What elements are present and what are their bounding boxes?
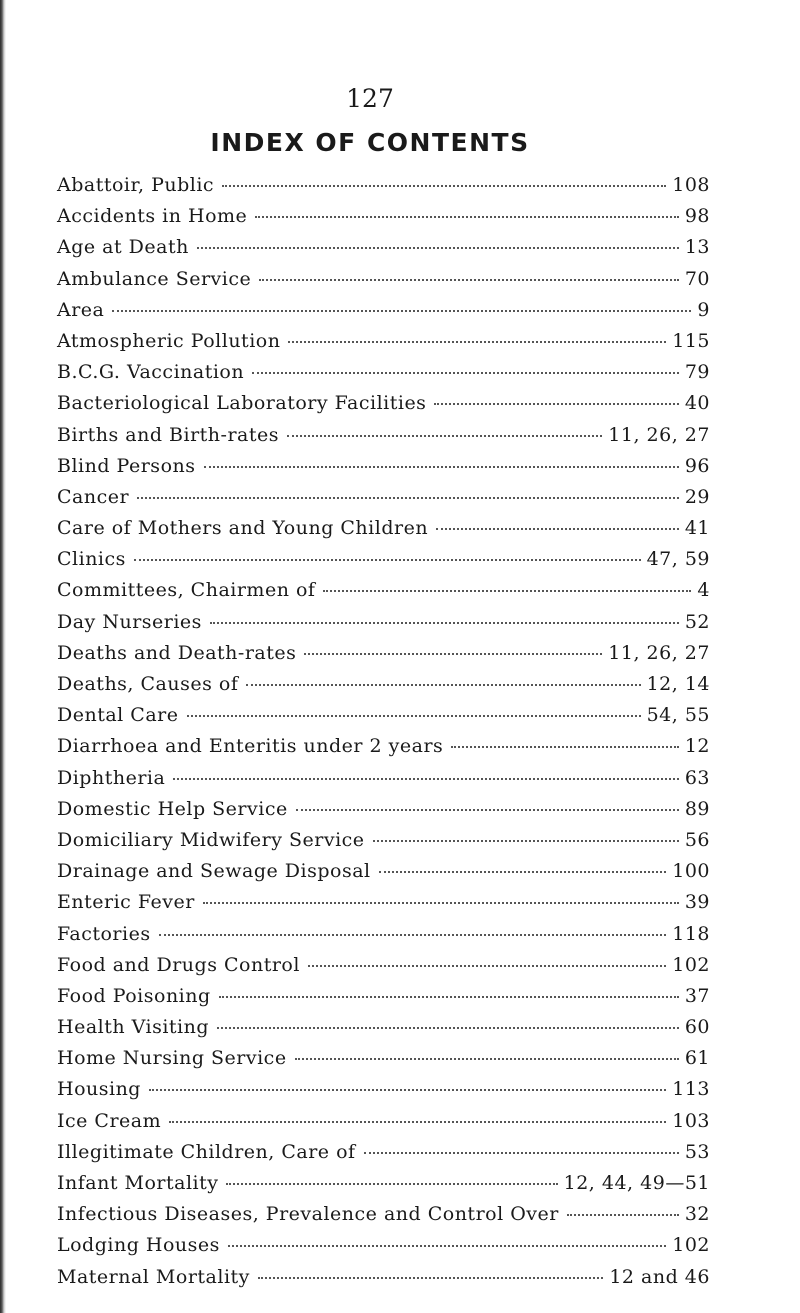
index-entry bbox=[57, 1203, 710, 1234]
dot-leader bbox=[296, 809, 679, 811]
index-entry-term: Cancer bbox=[57, 485, 130, 508]
index-entry-pages: 60 bbox=[684, 1016, 710, 1039]
index-entry bbox=[57, 579, 710, 610]
index-entry-pages: 32 bbox=[684, 1203, 710, 1226]
index-entry-pages: 53 bbox=[684, 1140, 710, 1163]
index-entry bbox=[57, 1172, 710, 1203]
dot-leader bbox=[169, 1121, 666, 1123]
index-entry-term: Accidents in Home bbox=[57, 205, 248, 228]
dot-leader bbox=[255, 216, 679, 218]
index-entry-term: Food and Drugs Control bbox=[57, 953, 300, 976]
index-entry-pages: 113 bbox=[672, 1078, 710, 1101]
dot-leader bbox=[187, 715, 641, 717]
dot-leader bbox=[259, 279, 679, 281]
index-entry bbox=[57, 1266, 710, 1297]
index-entry-term: Infant Mortality bbox=[57, 1172, 219, 1194]
index-entry-pages: 4 bbox=[697, 579, 710, 602]
index-entry bbox=[57, 954, 710, 985]
index-entry-term: Home Nursing Service bbox=[57, 1047, 287, 1070]
index-entry-pages: 12 and 46 bbox=[609, 1265, 710, 1288]
dot-leader bbox=[379, 871, 667, 873]
index-entry-pages: 12, 14 bbox=[646, 673, 710, 695]
index-entry bbox=[57, 392, 710, 423]
dot-leader bbox=[226, 1183, 557, 1185]
index-entry-term: Ice Cream bbox=[57, 1109, 162, 1132]
index-entry bbox=[57, 704, 710, 735]
index-entry bbox=[57, 767, 710, 798]
dot-leader bbox=[203, 902, 679, 904]
dot-leader bbox=[364, 1152, 679, 1154]
index-entry-pages: 54, 55 bbox=[646, 704, 710, 727]
index-entry-term: Infectious Diseases, Prevalence and Control Over bbox=[57, 1203, 559, 1226]
index-entry-pages: 12, 44, 49—51 bbox=[563, 1172, 710, 1194]
index-entry-term: Clinics bbox=[57, 548, 126, 571]
index-entry-term: Blind Persons bbox=[57, 454, 196, 477]
dot-leader bbox=[258, 1277, 603, 1279]
index-entry bbox=[57, 1078, 710, 1109]
index-entry bbox=[57, 860, 710, 891]
index-entry-term: Housing bbox=[57, 1078, 141, 1101]
index-entry-pages: 103 bbox=[672, 1109, 710, 1132]
dot-leader bbox=[134, 559, 641, 561]
dot-leader bbox=[436, 528, 679, 530]
dot-leader bbox=[295, 1058, 679, 1060]
index-entry-pages: 118 bbox=[672, 922, 710, 945]
dot-leader bbox=[228, 1245, 666, 1247]
dot-leader bbox=[197, 247, 679, 249]
index-entry-pages: 40 bbox=[684, 392, 710, 415]
dot-leader bbox=[204, 466, 679, 468]
index-entry bbox=[57, 205, 710, 236]
index-entry-term: Care of Mothers and Young Children bbox=[57, 517, 429, 540]
index-entry-term: Day Nurseries bbox=[57, 610, 202, 633]
index-entry bbox=[57, 985, 710, 1016]
dot-leader bbox=[217, 1027, 679, 1029]
index-entry-pages: 12 bbox=[684, 735, 710, 758]
index-entry bbox=[57, 486, 710, 517]
index-entry-pages: 29 bbox=[684, 485, 710, 508]
index-entry bbox=[57, 517, 710, 548]
index-entry bbox=[57, 299, 710, 330]
index-entry-pages: 11, 26, 27 bbox=[608, 641, 710, 664]
dot-leader bbox=[159, 934, 667, 936]
dot-leader bbox=[137, 497, 679, 499]
index-entry bbox=[57, 735, 710, 766]
index-entry-term: Health Visiting bbox=[57, 1016, 210, 1039]
dot-leader bbox=[304, 653, 602, 655]
dot-leader bbox=[323, 590, 691, 592]
page-binding-edge bbox=[0, 0, 6, 1313]
dot-leader bbox=[288, 341, 666, 343]
page-title: INDEX OF CONTENTS bbox=[210, 128, 530, 157]
index-entry-term: Diarrhoea and Enteritis under 2 years bbox=[57, 735, 444, 758]
index-entry bbox=[57, 1234, 710, 1265]
index-entry-pages: 115 bbox=[672, 329, 710, 352]
index-entry-term: Area bbox=[57, 298, 105, 321]
index-entry bbox=[57, 1110, 710, 1141]
index-entry-term: Diphtheria bbox=[57, 766, 166, 789]
index-entry-pages: 61 bbox=[684, 1047, 710, 1070]
index-entry-term: Ambulance Service bbox=[57, 267, 252, 290]
index-entry-pages: 11, 26, 27 bbox=[608, 423, 710, 446]
index-entry-pages: 52 bbox=[684, 610, 710, 633]
dot-leader bbox=[246, 684, 640, 686]
index-entry-term: Domiciliary Midwifery Service bbox=[57, 828, 365, 851]
index-entry-pages: 9 bbox=[697, 298, 710, 321]
index-entry-pages: 39 bbox=[684, 891, 710, 914]
index-entry bbox=[57, 891, 710, 922]
index-entry-term: Deaths and Death-rates bbox=[57, 641, 297, 664]
dot-leader bbox=[434, 403, 678, 405]
dot-leader bbox=[149, 1089, 666, 1091]
index-entry bbox=[57, 923, 710, 954]
index-entry-term: Enteric Fever bbox=[57, 891, 195, 914]
index-entry-pages: 100 bbox=[672, 860, 710, 883]
dot-leader bbox=[308, 965, 666, 967]
index-entry-term: Dental Care bbox=[57, 704, 179, 727]
index-entry-term: Maternal Mortality bbox=[57, 1265, 250, 1288]
index-entry-pages: 13 bbox=[684, 236, 710, 259]
index-entry-pages: 96 bbox=[684, 454, 710, 477]
index-entry bbox=[57, 642, 710, 673]
index-entry bbox=[57, 548, 710, 579]
index-entry-term: Lodging Houses bbox=[57, 1234, 220, 1257]
index-entry-pages: 108 bbox=[672, 174, 710, 196]
dot-leader bbox=[287, 435, 602, 437]
index-entry-pages: 79 bbox=[684, 361, 710, 384]
index-entry bbox=[57, 361, 710, 392]
index-entry-pages: 89 bbox=[684, 797, 710, 820]
index-entry bbox=[57, 268, 710, 299]
page-number: 127 bbox=[346, 84, 394, 113]
index-entry bbox=[57, 611, 710, 642]
index-entry-term: Factories bbox=[57, 922, 151, 945]
dot-leader bbox=[219, 996, 679, 998]
index-entry-pages: 102 bbox=[672, 953, 710, 976]
index-entry-pages: 41 bbox=[684, 517, 710, 540]
dot-leader bbox=[451, 746, 679, 748]
index-entry bbox=[57, 236, 710, 267]
index-entry-term: Illegitimate Children, Care of bbox=[57, 1140, 356, 1163]
index-entry-list bbox=[57, 174, 710, 1297]
index-entry-pages: 56 bbox=[684, 828, 710, 851]
index-entry-pages: 102 bbox=[672, 1234, 710, 1257]
dot-leader bbox=[173, 778, 679, 780]
index-entry-term: B.C.G. Vaccination bbox=[57, 361, 245, 384]
index-entry bbox=[57, 330, 710, 361]
dot-leader bbox=[567, 1214, 679, 1216]
index-entry-term: Age at Death bbox=[57, 236, 189, 259]
index-entry-pages: 70 bbox=[684, 267, 710, 290]
dot-leader bbox=[112, 310, 691, 312]
index-entry-term: Food Poisoning bbox=[57, 984, 211, 1007]
index-entry-term: Bacteriological Laboratory Facilities bbox=[57, 392, 427, 415]
index-entry-term: Births and Birth-rates bbox=[57, 423, 280, 446]
index-entry-pages: 37 bbox=[684, 984, 710, 1007]
dot-leader bbox=[373, 840, 679, 842]
index-entry-pages: 63 bbox=[684, 766, 710, 789]
index-entry-pages: 47, 59 bbox=[646, 548, 710, 571]
index-entry-pages: 98 bbox=[684, 205, 710, 228]
index-entry bbox=[57, 424, 710, 455]
index-entry bbox=[57, 1016, 710, 1047]
index-entry bbox=[57, 1047, 710, 1078]
index-entry-term: Deaths, Causes of bbox=[57, 673, 239, 695]
dot-leader bbox=[252, 372, 679, 374]
index-entry-term: Abattoir, Public bbox=[57, 174, 215, 196]
index-entry bbox=[57, 829, 710, 860]
index-entry bbox=[57, 798, 710, 829]
dot-leader bbox=[222, 185, 666, 187]
dot-leader bbox=[210, 622, 679, 624]
index-entry bbox=[57, 455, 710, 486]
index-entry bbox=[57, 673, 710, 704]
index-entry-term: Atmospheric Pollution bbox=[57, 329, 281, 352]
index-entry-term: Domestic Help Service bbox=[57, 797, 288, 820]
index-entry bbox=[57, 174, 710, 205]
index-entry-term: Drainage and Sewage Disposal bbox=[57, 860, 371, 883]
index-entry bbox=[57, 1141, 710, 1172]
index-entry-term: Committees, Chairmen of bbox=[57, 579, 316, 602]
